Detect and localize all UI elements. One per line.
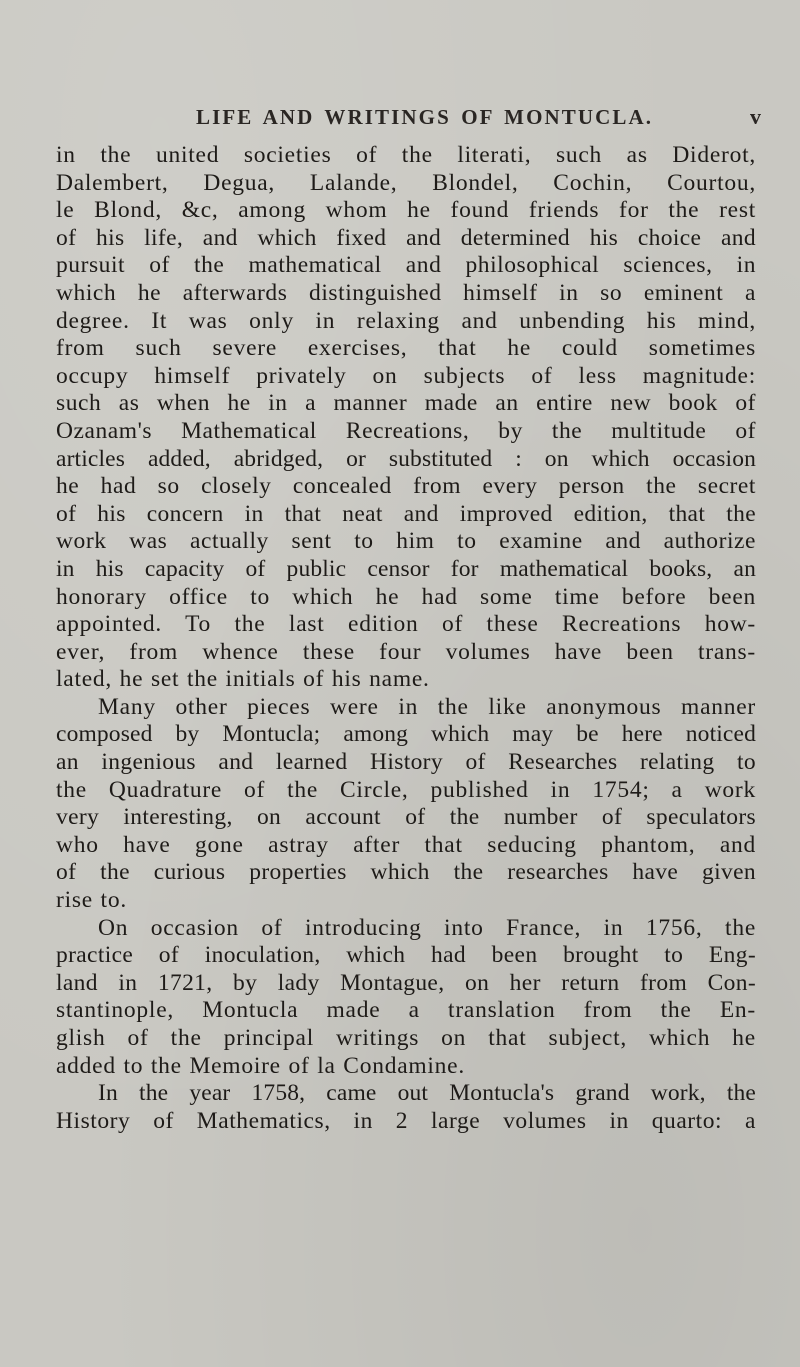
text-line: On occasion of introducing into France, in 1756, the xyxy=(98,914,756,941)
paragraph-2 xyxy=(56,694,756,915)
paragraph-4 xyxy=(56,1080,756,1135)
text-line: in the united societies of the literati, such as Diderot, xyxy=(56,142,756,168)
text-line: who have gone astray after that seducing phantom, and xyxy=(56,831,756,858)
text-line: le Blond, &c, among whom he found friends for the rest xyxy=(56,197,756,224)
text-line: stantinople, Montucla made a translation from the En- xyxy=(56,997,756,1024)
text-line: he had so closely concealed from every person the secret xyxy=(56,473,756,500)
text-line: such as when he in a manner made an entire new book of xyxy=(56,390,756,417)
text-line: the Quadrature of the Circle, published in 1754; a work xyxy=(56,776,756,803)
text-line: very interesting, on account of the number of speculators xyxy=(56,804,756,831)
text-line: occupy himself privately on subjects of less magnitude: xyxy=(56,362,756,389)
page-number: v xyxy=(750,104,761,129)
text-line: lated, he set the initials of his name. xyxy=(56,666,430,693)
text-line: ever, from whence these four volumes have been trans- xyxy=(56,638,756,665)
paragraph-3 xyxy=(56,915,756,1081)
text-line: added to the Memoire of la Condamine. xyxy=(56,1052,465,1079)
text-line: pursuit of the mathematical and philosophical sciences, in xyxy=(56,252,756,279)
text-line: land in 1721, by lady Montague, on her return from Con- xyxy=(56,969,756,996)
text-line: glish of the principal writings on that subject, which he xyxy=(56,1025,756,1051)
text-line: work was actually sent to him to examine and authorize xyxy=(56,528,756,555)
text-line: articles added, abridged, or substituted : on which occasion xyxy=(56,445,756,472)
text-line: from such severe exercises, that he could sometimes xyxy=(56,335,756,362)
text-line: degree. It was only in relaxing and unbending his mind, xyxy=(56,307,756,334)
text-line: rise to. xyxy=(56,887,127,914)
text-line: composed by Montucla; among which may be here noticed xyxy=(56,721,756,748)
text-line: in his capacity of public censor for mathematical books, an xyxy=(56,555,756,582)
text-line: of the curious properties which the researches have given xyxy=(56,859,756,886)
text-line: of his life, and which fixed and determined his choice and xyxy=(56,224,756,251)
text-line: Ozanam's Mathematical Recreations, by the multitude of xyxy=(56,417,756,444)
body-text xyxy=(56,142,756,1135)
text-line: an ingenious and learned History of Researches relating to xyxy=(56,749,756,776)
text-line: honorary office to which he had some time before been xyxy=(56,583,756,610)
text-line: Many other pieces were in the like anonymous manner xyxy=(98,693,756,720)
text-line: In the year 1758, came out Montucla's grand work, the xyxy=(98,1080,756,1107)
text-line: History of Mathematics, in 2 large volumes in quarto: a xyxy=(56,1107,756,1134)
paragraph-1 xyxy=(56,142,756,694)
text-line: practice of inoculation, which had been brought to Eng- xyxy=(56,942,756,969)
running-head-title: LIFE AND WRITINGS OF MONTUCLA. xyxy=(196,105,654,129)
text-line: which he afterwards distinguished himself in so eminent a xyxy=(56,279,756,306)
text-line: Dalembert, Degua, Lalande, Blondel, Cochin, Courtou, xyxy=(56,169,756,196)
text-line: of his concern in that neat and improved edition, that the xyxy=(56,500,756,527)
text-line: appointed. To the last edition of these Recreations how- xyxy=(56,611,756,638)
running-head xyxy=(0,97,800,133)
